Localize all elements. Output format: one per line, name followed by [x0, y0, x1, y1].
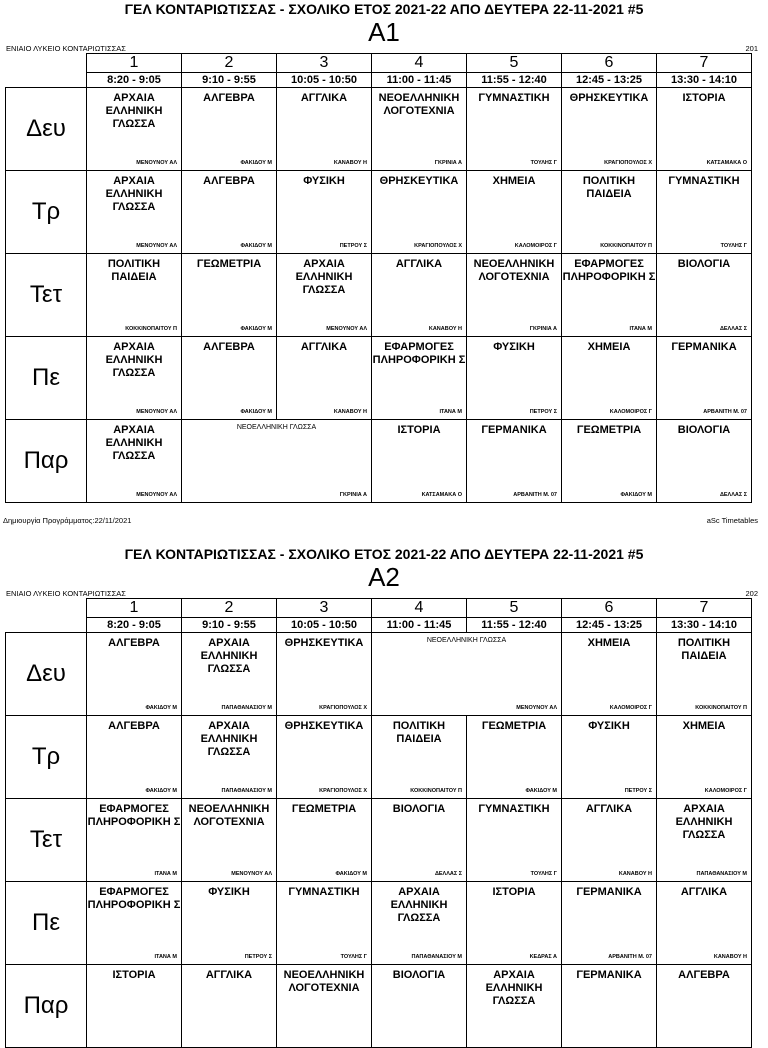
lesson-subject: ΠΟΛΙΤΙΚΗ ΠΑΙΔΕΙΑ	[392, 720, 446, 745]
lesson-teacher: ΜΕΝΟΥΝΟΥ ΑΛ	[136, 243, 177, 249]
day-label: Παρ	[6, 965, 87, 1048]
lesson-subject: ΙΣΤΟΡΙΑ	[682, 92, 726, 104]
lesson-teacher: ΚΟΚΚΙΝΟΠΑΙΤΟΥ Π	[695, 705, 747, 711]
lesson-subject: ΘΡΗΣΚΕΥΤΙΚΑ	[284, 720, 364, 732]
lesson-subject: ΙΣΤΟΡΙΑ	[492, 886, 536, 898]
lesson-subject: ΝΕΟΕΛΛΗΝΙΚΗ ΓΛΩΣΣΑ	[426, 637, 507, 644]
lesson-cell	[277, 88, 372, 171]
period-time: 11:55 - 12:40	[467, 618, 562, 633]
lesson-subject: ΑΓΓΛΙΚΑ	[205, 969, 253, 981]
lesson-teacher: ΚΑΝΑΒΟΥ Η	[333, 160, 367, 166]
lesson-teacher: ΙΤΑΝΑ Μ	[154, 871, 177, 877]
lesson-subject: ΝΕΟΕΛΛΗΝΙΚΗ ΓΛΩΣΣΑ	[236, 424, 317, 431]
lesson-cell	[87, 88, 182, 171]
lesson-teacher: ΑΡΒΑΝΙΤΗ Μ. 07	[703, 409, 747, 415]
period-number: 6	[562, 599, 657, 618]
lesson-subject: ΑΡΧΑΙΑ ΕΛΛΗΝΙΚΗ ΓΛΩΣΣΑ	[105, 341, 163, 379]
lesson-teacher: ΚΡΑΓΙΟΠΟΥΛΟΣ Χ	[319, 788, 367, 794]
lesson-teacher: ΚΡΑΓΙΟΠΟΥΛΟΣ Χ	[319, 705, 367, 711]
lesson-cell	[372, 254, 467, 337]
lesson-cell	[182, 633, 277, 716]
day-label: Δευ	[6, 633, 87, 716]
lesson-subject: ΑΛΓΕΒΡΑ	[203, 92, 255, 104]
lesson-teacher: ΔΕΛΛΑΣ Σ	[719, 326, 747, 332]
lesson-subject: ΦΥΣΙΚΗ	[588, 720, 630, 732]
lesson-cell	[182, 420, 372, 503]
day-row	[6, 799, 752, 882]
period-number: 2	[182, 54, 277, 73]
lesson-teacher: ΚΑΤΣΑΜΑΚΑ Ο	[706, 160, 747, 166]
lesson-subject: ΓΕΩΜΕΤΡΙΑ	[481, 720, 547, 732]
lesson-teacher: ΑΡΒΑΝΙΤΗ Μ. 07	[513, 492, 557, 498]
lesson-cell	[562, 965, 657, 1048]
class-name: Α2	[368, 562, 400, 592]
sheet-title: ΓΕΛ ΚΟΝΤΑΡΙΩΤΙΣΣΑΣ - ΣΧΟΛΙΚΟ ΕΤΟΣ 2021-22 ΑΠΟ ΔΕΥΤΕΡΑ 22-11-2021 #5	[124, 546, 644, 562]
lesson-cell	[87, 716, 182, 799]
period-number: 4	[372, 599, 467, 618]
period-time: 11:00 - 11:45	[372, 618, 467, 633]
lesson-cell	[372, 882, 467, 965]
lesson-teacher: ΠΑΠΑΘΑΝΑΣΙΟΥ Μ	[221, 705, 272, 711]
day-row	[6, 965, 752, 1048]
period-time: 12:45 - 13:25	[562, 73, 657, 88]
lesson-subject: ΘΡΗΣΚΕΥΤΙΚΑ	[569, 92, 649, 104]
lesson-cell	[657, 633, 752, 716]
lesson-teacher: ΦΑΚΙΔΟΥ Μ	[145, 705, 177, 711]
lesson-cell	[182, 88, 277, 171]
lesson-teacher: ΦΑΚΙΔΟΥ Μ	[335, 871, 367, 877]
lesson-subject: ΓΥΜΝΑΣΤΙΚΗ	[288, 886, 360, 898]
lesson-cell	[182, 254, 277, 337]
day-label: Τετ	[6, 254, 87, 337]
lesson-cell	[467, 799, 562, 882]
day-row	[6, 716, 752, 799]
lesson-subject: ΑΓΓΛΙΚΑ	[680, 886, 728, 898]
lesson-teacher: ΦΑΚΙΔΟΥ Μ	[145, 788, 177, 794]
lesson-teacher: ΑΡΒΑΝΙΤΗ Μ. 07	[608, 954, 652, 960]
lesson-teacher: ΜΕΝΟΥΝΟΥ ΑΛ	[326, 326, 367, 332]
lesson-cell	[87, 633, 182, 716]
lesson-cell	[562, 337, 657, 420]
lesson-cell	[372, 799, 467, 882]
lesson-subject: ΓΥΜΝΑΣΤΙΚΗ	[478, 803, 550, 815]
lesson-teacher: ΚΑΛΟΜΟΙΡΟΣ Γ	[609, 705, 652, 711]
lesson-cell	[562, 882, 657, 965]
period-time: 11:55 - 12:40	[467, 73, 562, 88]
lesson-cell	[657, 254, 752, 337]
lesson-cell	[372, 633, 562, 716]
lesson-teacher: ΙΤΑΝΑ Μ	[439, 409, 462, 415]
lesson-subject: ΑΛΓΕΒΡΑ	[203, 175, 255, 187]
lesson-cell	[562, 88, 657, 171]
lesson-cell	[467, 88, 562, 171]
period-time: 9:10 - 9:55	[182, 73, 277, 88]
lesson-cell	[657, 88, 752, 171]
lesson-teacher: ΜΕΝΟΥΝΟΥ ΑΛ	[136, 409, 177, 415]
lesson-teacher: ΦΑΚΙΔΟΥ Μ	[525, 788, 557, 794]
lesson-cell	[657, 799, 752, 882]
day-row	[6, 254, 752, 337]
lesson-subject: ΠΟΛΙΤΙΚΗ ΠΑΙΔΕΙΑ	[107, 258, 161, 283]
lesson-cell	[657, 171, 752, 254]
day-row	[6, 88, 752, 171]
lesson-subject: ΝΕΟΕΛΛΗΝΙΚΗ ΛΟΓΟΤΕΧΝΙΑ	[283, 969, 365, 994]
period-number: 6	[562, 54, 657, 73]
school-name: ΕΝΙΑΙΟ ΛΥΚΕΙΟ ΚΟΝΤΑΡΙΩΤΙΣΣΑΣ	[6, 44, 126, 53]
lesson-cell	[562, 254, 657, 337]
lesson-cell	[277, 965, 372, 1048]
lesson-subject: ΘΡΗΣΚΕΥΤΙΚΑ	[379, 175, 459, 187]
day-row	[6, 337, 752, 420]
lesson-teacher: ΠΑΠΑΘΑΝΑΣΙΟΥ Μ	[696, 871, 747, 877]
timetable-grid	[5, 53, 752, 503]
day-label: Τρ	[6, 171, 87, 254]
lesson-subject: ΑΛΓΕΒΡΑ	[203, 341, 255, 353]
lesson-teacher: ΚΕΔΡΑΣ Α	[529, 954, 557, 960]
lesson-teacher: ΤΟΥΛΗΣ Γ	[530, 871, 557, 877]
lesson-teacher: ΔΕΛΛΑΣ Σ	[719, 492, 747, 498]
day-row	[6, 420, 752, 503]
lesson-teacher: ΚΑΛΟΜΟΙΡΟΣ Γ	[609, 409, 652, 415]
lesson-subject: ΓΕΡΜΑΝΙΚΑ	[671, 341, 737, 353]
lesson-cell	[657, 716, 752, 799]
lesson-cell	[562, 420, 657, 503]
lesson-teacher: ΚΟΚΚΙΝΟΠΑΙΤΟΥ Π	[125, 326, 177, 332]
day-label: Πε	[6, 337, 87, 420]
lesson-cell	[372, 716, 467, 799]
lesson-subject: ΕΦΑΡΜΟΓΕΣ ΠΛΗΡΟΦΟΡΙΚΗ Σ	[562, 258, 656, 283]
period-time: 13:30 - 14:10	[657, 618, 752, 633]
lesson-subject: ΙΣΤΟΡΙΑ	[112, 969, 156, 981]
lesson-teacher: ΚΡΑΓΙΟΠΟΥΛΟΣ Χ	[604, 160, 652, 166]
lesson-subject: ΑΛΓΕΒΡΑ	[678, 969, 730, 981]
lesson-teacher: ΓΚΡΙΝΙΑ Α	[434, 160, 462, 166]
period-time: 9:10 - 9:55	[182, 618, 277, 633]
lesson-cell	[87, 799, 182, 882]
lesson-subject: ΦΥΣΙΚΗ	[303, 175, 345, 187]
period-time: 12:45 - 13:25	[562, 618, 657, 633]
period-number: 7	[657, 599, 752, 618]
lesson-cell	[277, 254, 372, 337]
lesson-subject: ΓΕΩΜΕΤΡΙΑ	[576, 424, 642, 436]
lesson-cell	[372, 965, 467, 1048]
lesson-teacher: ΚΑΝΑΒΟΥ Η	[333, 409, 367, 415]
day-label: Τρ	[6, 716, 87, 799]
lesson-subject: ΒΙΟΛΟΓΙΑ	[392, 803, 446, 815]
lesson-teacher: ΜΕΝΟΥΝΟΥ ΑΛ	[231, 871, 272, 877]
lesson-cell	[277, 882, 372, 965]
lesson-subject: ΑΓΓΛΙΚΑ	[300, 341, 348, 353]
lesson-cell	[182, 171, 277, 254]
lesson-cell	[87, 254, 182, 337]
lesson-teacher: ΦΑΚΙΔΟΥ Μ	[240, 326, 272, 332]
period-time: 8:20 - 9:05	[87, 73, 182, 88]
lesson-cell	[657, 882, 752, 965]
lesson-subject: ΕΦΑΡΜΟΓΕΣ ΠΛΗΡΟΦΟΡΙΚΗ Σ	[372, 341, 466, 366]
lesson-teacher: ΦΑΚΙΔΟΥ Μ	[240, 409, 272, 415]
lesson-cell	[562, 633, 657, 716]
lesson-teacher: ΤΟΥΛΗΣ Γ	[340, 954, 367, 960]
period-number: 7	[657, 54, 752, 73]
lesson-subject: ΑΛΓΕΒΡΑ	[108, 637, 160, 649]
period-time: 8:20 - 9:05	[87, 618, 182, 633]
lesson-cell	[657, 420, 752, 503]
day-row	[6, 171, 752, 254]
grid-corner	[6, 599, 87, 633]
period-number: 2	[182, 599, 277, 618]
day-label: Τετ	[6, 799, 87, 882]
lesson-cell	[372, 420, 467, 503]
lesson-subject: ΧΗΜΕΙΑ	[682, 720, 726, 732]
lesson-teacher: ΓΚΡΙΝΙΑ Α	[529, 326, 557, 332]
lesson-subject: ΧΗΜΕΙΑ	[492, 175, 536, 187]
period-number: 1	[87, 54, 182, 73]
lesson-cell	[372, 88, 467, 171]
lesson-cell	[277, 337, 372, 420]
lesson-subject: ΑΡΧΑΙΑ ΕΛΛΗΝΙΚΗ ΓΛΩΣΣΑ	[105, 92, 163, 130]
lesson-cell	[87, 337, 182, 420]
generator-credit: aSc Timetables	[706, 516, 758, 525]
grid-corner	[6, 54, 87, 88]
lesson-subject: ΑΡΧΑΙΑ ΕΛΛΗΝΙΚΗ ΓΛΩΣΣΑ	[485, 969, 543, 1007]
lesson-cell	[277, 633, 372, 716]
lesson-teacher: ΠΕΤΡΟΥ Σ	[339, 243, 367, 249]
period-time: 10:05 - 10:50	[277, 73, 372, 88]
lesson-subject: ΙΣΤΟΡΙΑ	[397, 424, 441, 436]
period-number: 3	[277, 54, 372, 73]
lesson-subject: ΘΡΗΣΚΕΥΤΙΚΑ	[284, 637, 364, 649]
lesson-subject: ΓΥΜΝΑΣΤΙΚΗ	[478, 92, 550, 104]
lesson-cell	[467, 420, 562, 503]
lesson-cell	[182, 882, 277, 965]
lesson-subject: ΓΕΩΜΕΤΡΙΑ	[291, 803, 357, 815]
lesson-subject: ΑΛΓΕΒΡΑ	[108, 720, 160, 732]
period-number: 1	[87, 599, 182, 618]
lesson-teacher: ΚΟΚΚΙΝΟΠΑΙΤΟΥ Π	[600, 243, 652, 249]
lesson-cell	[467, 254, 562, 337]
lesson-subject: ΠΟΛΙΤΙΚΗ ΠΑΙΔΕΙΑ	[582, 175, 636, 200]
lesson-cell	[277, 799, 372, 882]
lesson-teacher: ΚΑΛΟΜΟΙΡΟΣ Γ	[514, 243, 557, 249]
school-name: ΕΝΙΑΙΟ ΛΥΚΕΙΟ ΚΟΝΤΑΡΙΩΤΙΣΣΑΣ	[6, 589, 126, 598]
created-date: Δημιουργία Προγράμματος:22/11/2021	[3, 516, 132, 525]
lesson-subject: ΑΡΧΑΙΑ ΕΛΛΗΝΙΚΗ ΓΛΩΣΣΑ	[105, 175, 163, 213]
lesson-cell	[467, 337, 562, 420]
lesson-teacher: ΚΡΑΓΙΟΠΟΥΛΟΣ Χ	[414, 243, 462, 249]
day-row	[6, 633, 752, 716]
lesson-subject: ΓΕΡΜΑΝΙΚΑ	[481, 424, 547, 436]
lesson-teacher: ΤΟΥΛΗΣ Γ	[720, 243, 747, 249]
day-label: Πε	[6, 882, 87, 965]
room-number: 202	[745, 589, 758, 598]
lesson-subject: ΦΥΣΙΚΗ	[208, 886, 250, 898]
lesson-teacher: ΜΕΝΟΥΝΟΥ ΑΛ	[136, 492, 177, 498]
lesson-teacher: ΦΑΚΙΔΟΥ Μ	[240, 243, 272, 249]
lesson-cell	[657, 965, 752, 1048]
lesson-cell	[182, 337, 277, 420]
lesson-cell	[562, 716, 657, 799]
lesson-subject: ΝΕΟΕΛΛΗΝΙΚΗ ΛΟΓΟΤΕΧΝΙΑ	[473, 258, 555, 283]
lesson-cell	[182, 799, 277, 882]
lesson-cell	[87, 882, 182, 965]
lesson-subject: ΦΥΣΙΚΗ	[493, 341, 535, 353]
lesson-teacher: ΤΟΥΛΗΣ Γ	[530, 160, 557, 166]
sheet-title: ΓΕΛ ΚΟΝΤΑΡΙΩΤΙΣΣΑΣ - ΣΧΟΛΙΚΟ ΕΤΟΣ 2021-22 ΑΠΟ ΔΕΥΤΕΡΑ 22-11-2021 #5	[124, 1, 644, 17]
lesson-cell	[372, 337, 467, 420]
period-number: 3	[277, 599, 372, 618]
lesson-teacher: ΙΤΑΝΑ Μ	[629, 326, 652, 332]
lesson-teacher: ΠΑΠΑΘΑΝΑΣΙΟΥ Μ	[411, 954, 462, 960]
lesson-subject: ΒΙΟΛΟΓΙΑ	[677, 424, 731, 436]
lesson-subject: ΒΙΟΛΟΓΙΑ	[392, 969, 446, 981]
lesson-cell	[562, 799, 657, 882]
lesson-cell	[467, 882, 562, 965]
lesson-cell	[467, 716, 562, 799]
lesson-subject: ΝΕΟΕΛΛΗΝΙΚΗ ΛΟΓΟΤΕΧΝΙΑ	[188, 803, 270, 828]
lesson-cell	[87, 420, 182, 503]
lesson-cell	[182, 716, 277, 799]
lesson-subject: ΓΕΩΜΕΤΡΙΑ	[196, 258, 262, 270]
lesson-subject: ΠΟΛΙΤΙΚΗ ΠΑΙΔΕΙΑ	[677, 637, 731, 662]
lesson-teacher: ΦΑΚΙΔΟΥ Μ	[240, 160, 272, 166]
timetable-section-a2	[0, 545, 768, 1024]
lesson-subject: ΕΦΑΡΜΟΓΕΣ ΠΛΗΡΟΦΟΡΙΚΗ Σ	[87, 886, 181, 911]
lesson-cell	[657, 337, 752, 420]
lesson-subject: ΒΙΟΛΟΓΙΑ	[677, 258, 731, 270]
lesson-teacher: ΜΕΝΟΥΝΟΥ ΑΛ	[136, 160, 177, 166]
lesson-cell	[277, 716, 372, 799]
timetable-grid	[5, 598, 752, 1048]
period-time: 13:30 - 14:10	[657, 73, 752, 88]
lesson-subject: ΧΗΜΕΙΑ	[587, 637, 631, 649]
day-label: Παρ	[6, 420, 87, 503]
lesson-subject: ΕΦΑΡΜΟΓΕΣ ΠΛΗΡΟΦΟΡΙΚΗ Σ	[87, 803, 181, 828]
lesson-subject: ΑΓΓΛΙΚΑ	[585, 803, 633, 815]
lesson-subject: ΑΡΧΑΙΑ ΕΛΛΗΝΙΚΗ ΓΛΩΣΣΑ	[105, 424, 163, 462]
lesson-teacher: ΚΑΝΑΒΟΥ Η	[713, 954, 747, 960]
lesson-cell	[87, 965, 182, 1048]
lesson-teacher: ΚΟΚΚΙΝΟΠΑΙΤΟΥ Π	[410, 788, 462, 794]
lesson-teacher: ΙΤΑΝΑ Μ	[154, 954, 177, 960]
lesson-teacher: ΠΕΤΡΟΥ Σ	[529, 409, 557, 415]
room-number: 201	[745, 44, 758, 53]
lesson-subject: ΑΓΓΛΙΚΑ	[395, 258, 443, 270]
period-number: 5	[467, 599, 562, 618]
lesson-cell	[467, 171, 562, 254]
lesson-subject: ΓΥΜΝΑΣΤΙΚΗ	[668, 175, 740, 187]
lesson-subject: ΝΕΟΕΛΛΗΝΙΚΗ ΛΟΓΟΤΕΧΝΙΑ	[378, 92, 460, 117]
lesson-teacher: ΚΑΤΣΑΜΑΚΑ Ο	[421, 492, 462, 498]
lesson-cell	[182, 965, 277, 1048]
period-number: 4	[372, 54, 467, 73]
lesson-subject: ΑΡΧΑΙΑ ΕΛΛΗΝΙΚΗ ΓΛΩΣΣΑ	[295, 258, 353, 296]
lesson-subject: ΑΡΧΑΙΑ ΕΛΛΗΝΙΚΗ ΓΛΩΣΣΑ	[200, 637, 258, 675]
lesson-subject: ΑΡΧΑΙΑ ΕΛΛΗΝΙΚΗ ΓΛΩΣΣΑ	[200, 720, 258, 758]
lesson-teacher: ΚΑΛΟΜΟΙΡΟΣ Γ	[704, 788, 747, 794]
lesson-cell	[372, 171, 467, 254]
lesson-teacher: ΠΕΤΡΟΥ Σ	[624, 788, 652, 794]
lesson-teacher: ΦΑΚΙΔΟΥ Μ	[620, 492, 652, 498]
lesson-subject: ΑΡΧΑΙΑ ΕΛΛΗΝΙΚΗ ΓΛΩΣΣΑ	[390, 886, 448, 924]
class-name: Α1	[368, 17, 400, 47]
lesson-cell	[562, 171, 657, 254]
day-row	[6, 882, 752, 965]
lesson-cell	[87, 171, 182, 254]
lesson-teacher: ΚΑΝΑΒΟΥ Η	[618, 871, 652, 877]
day-label: Δευ	[6, 88, 87, 171]
lesson-cell	[277, 171, 372, 254]
lesson-subject: ΑΡΧΑΙΑ ΕΛΛΗΝΙΚΗ ΓΛΩΣΣΑ	[675, 803, 733, 841]
period-time: 10:05 - 10:50	[277, 618, 372, 633]
period-time: 11:00 - 11:45	[372, 73, 467, 88]
lesson-subject: ΓΕΡΜΑΝΙΚΑ	[576, 969, 642, 981]
lesson-teacher: ΠΑΠΑΘΑΝΑΣΙΟΥ Μ	[221, 788, 272, 794]
lesson-subject: ΓΕΡΜΑΝΙΚΑ	[576, 886, 642, 898]
lesson-teacher: ΓΚΡΙΝΙΑ Α	[339, 492, 367, 498]
lesson-teacher: ΔΕΛΛΑΣ Σ	[434, 871, 462, 877]
lesson-teacher: ΠΕΤΡΟΥ Σ	[244, 954, 272, 960]
lesson-subject: ΧΗΜΕΙΑ	[587, 341, 631, 353]
lesson-cell	[467, 965, 562, 1048]
lesson-subject: ΑΓΓΛΙΚΑ	[300, 92, 348, 104]
lesson-teacher: ΚΑΝΑΒΟΥ Η	[428, 326, 462, 332]
period-number: 5	[467, 54, 562, 73]
lesson-teacher: ΜΕΝΟΥΝΟΥ ΑΛ	[516, 705, 557, 711]
